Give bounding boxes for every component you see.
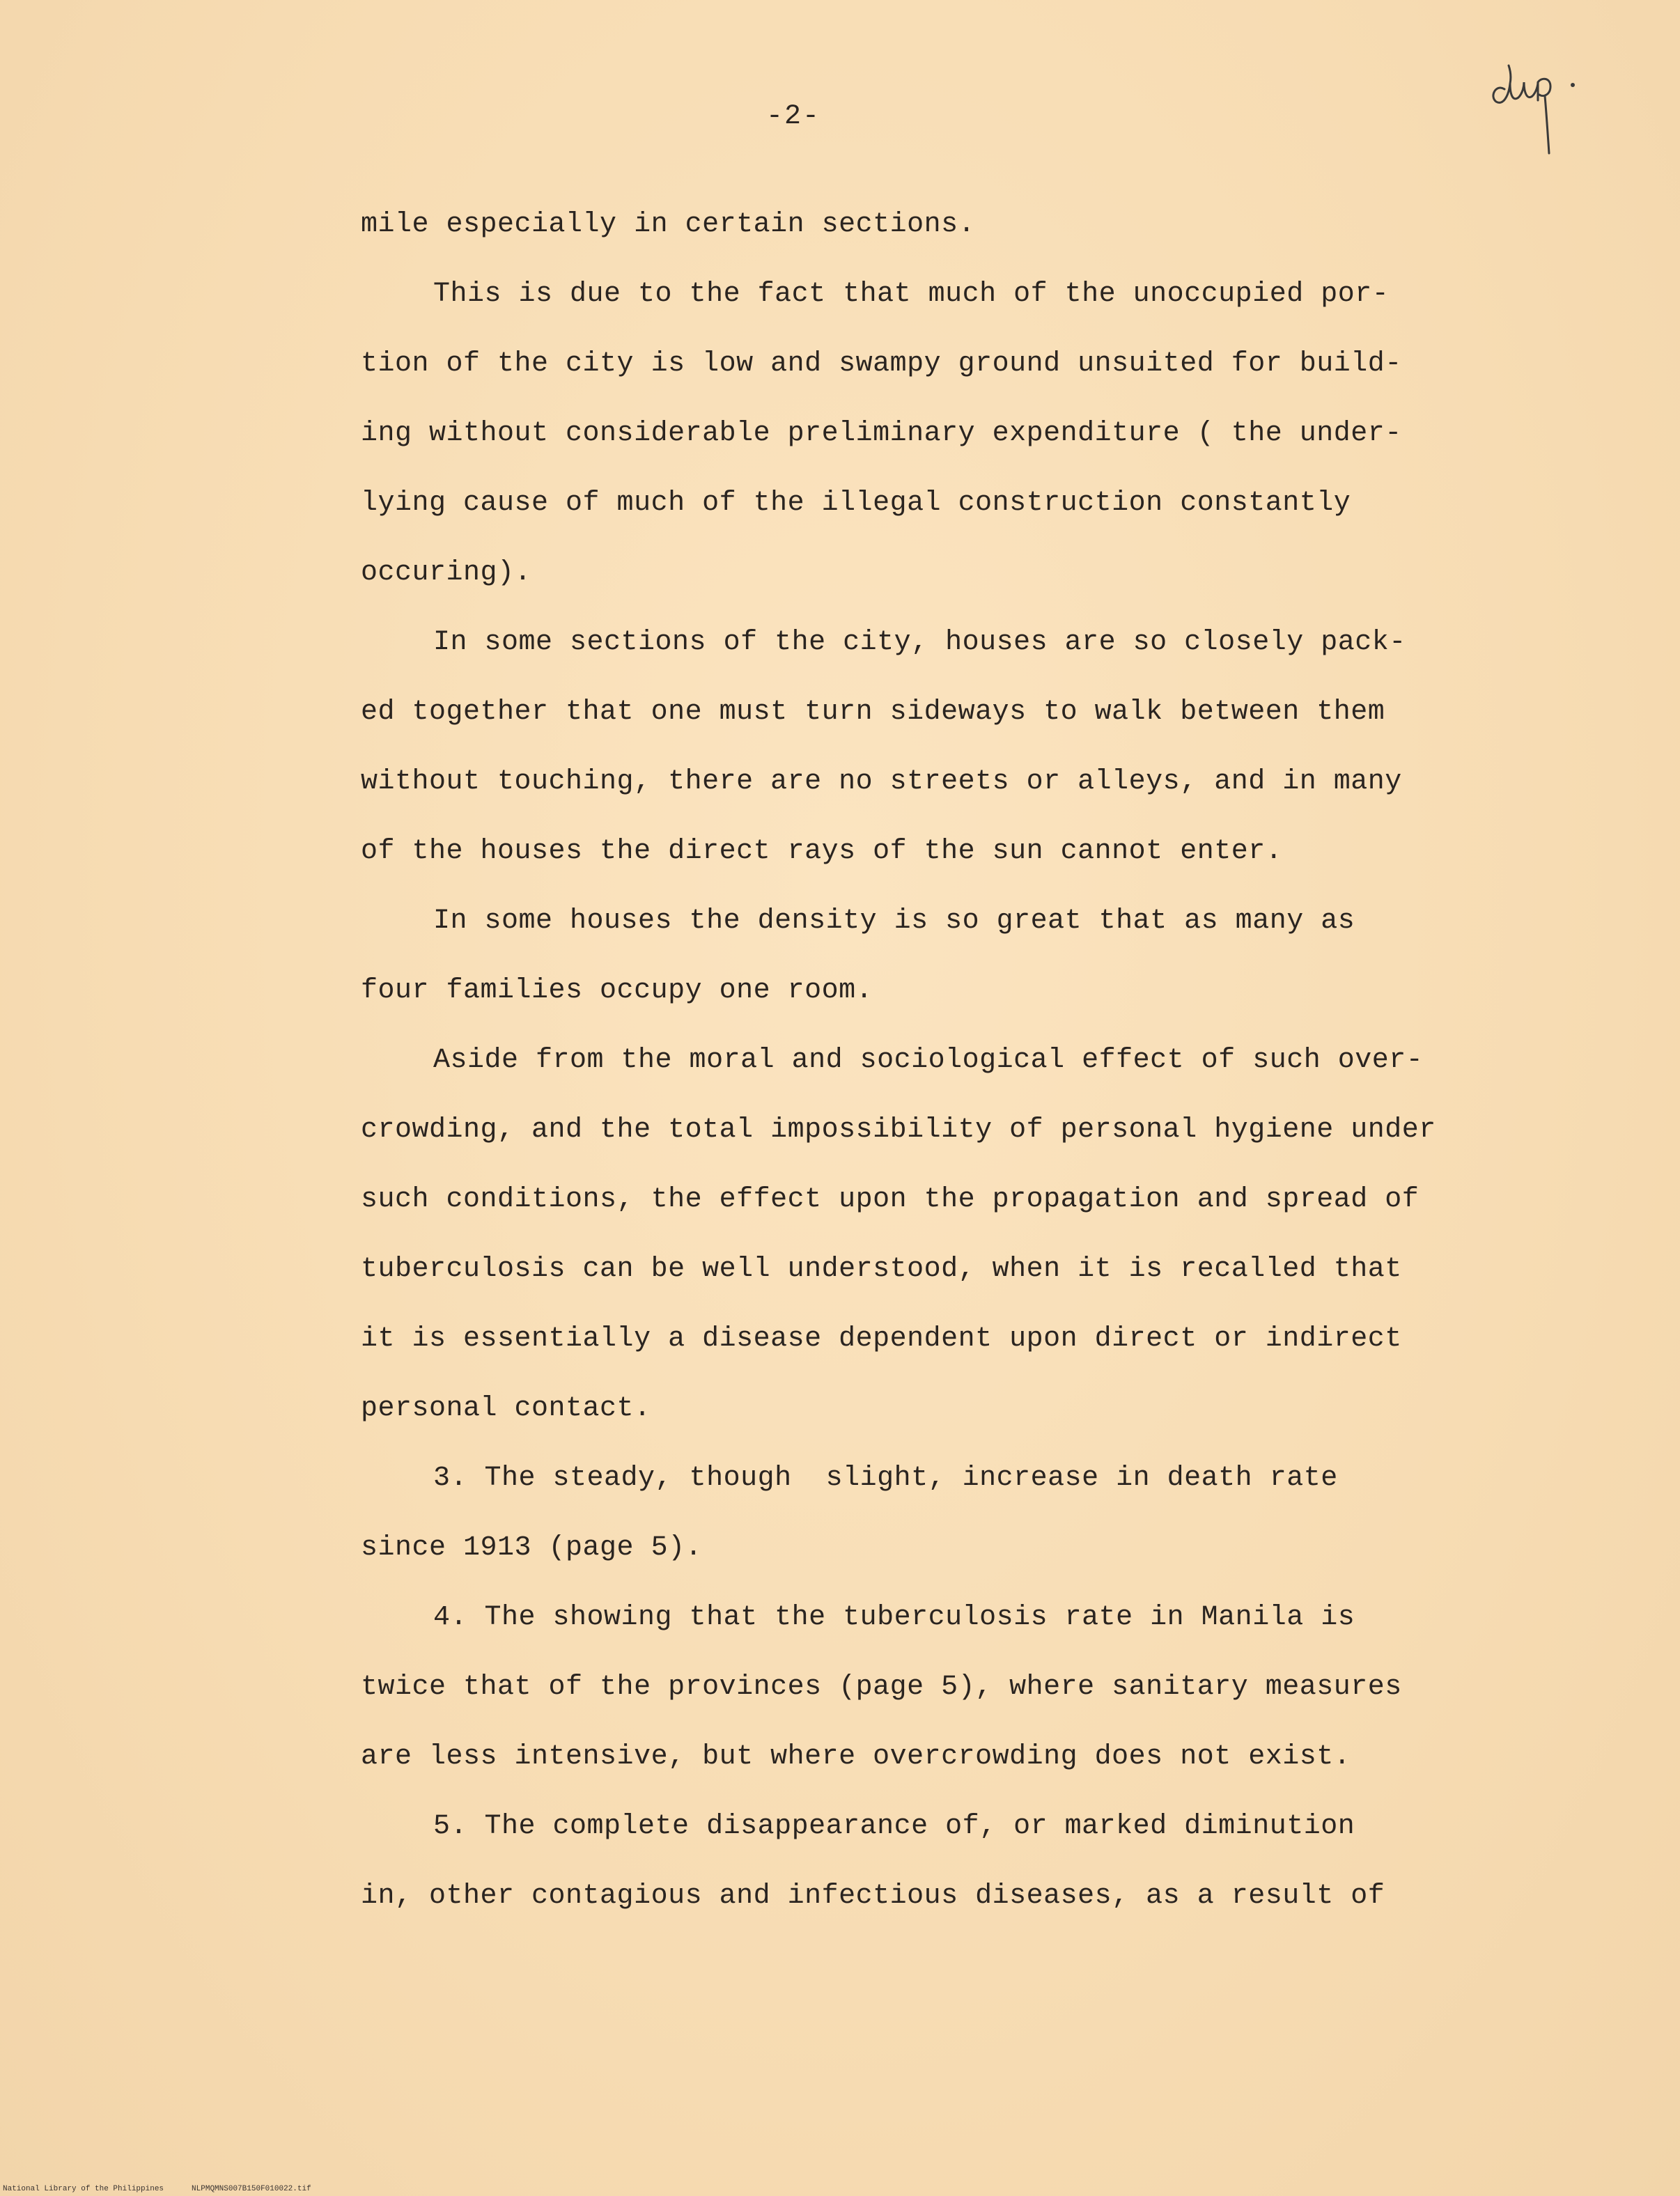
text-line: occuring).	[361, 557, 532, 589]
text-line: such conditions, the effect upon the propagation and spread of	[361, 1184, 1420, 1215]
text-line: twice that of the provinces (page 5), where sanitary measures	[361, 1672, 1402, 1703]
text-line: In some sections of the city, houses are so closely pack-	[433, 627, 1406, 658]
body-text	[361, 205, 1566, 1947]
text-line: lying cause of much of the illegal construction constantly	[361, 488, 1351, 519]
text-line: crowding, and the total impossibility of personal hygiene under	[361, 1114, 1436, 1146]
text-line: This is due to the fact that much of the unoccupied por-	[433, 279, 1390, 310]
text-line: 5. The complete disappearance of, or marked diminution	[433, 1811, 1355, 1842]
text-line: personal contact.	[361, 1393, 651, 1424]
text-line: of the houses the direct rays of the sun cannot enter.	[361, 836, 1283, 867]
page-number: -2-	[766, 101, 821, 132]
text-line: mile especially in certain sections.	[361, 209, 976, 240]
text-line: are less intensive, but where overcrowding does not exist.	[361, 1741, 1351, 1773]
text-line: Aside from the moral and sociological effect of such over-	[433, 1045, 1424, 1076]
text-line: in, other contagious and infectious diseases, as a result of	[361, 1880, 1385, 1912]
text-line: tuberculosis can be well understood, when it is recalled that	[361, 1254, 1402, 1285]
footer-library: National Library of the Philippines	[3, 2185, 164, 2193]
text-line: tion of the city is low and swampy ground unsuited for build-	[361, 348, 1402, 380]
text-line: 4. The showing that the tuberculosis rate in Manila is	[433, 1602, 1355, 1633]
scan-footer	[3, 2185, 339, 2193]
text-line: ed together that one must turn sideways to walk between them	[361, 696, 1385, 728]
text-line: since 1913 (page 5).	[361, 1532, 703, 1564]
text-line: ing without considerable preliminary expenditure ( the under-	[361, 418, 1402, 449]
handwritten-annotation	[1484, 56, 1609, 160]
text-line: 3. The steady, though slight, increase in death rate	[433, 1463, 1338, 1494]
text-line: four families occupy one room.	[361, 975, 873, 1006]
footer-filename: NLPMQMNS007B150F010022.tif	[192, 2185, 311, 2193]
text-line: In some houses the density is so great that as many as	[433, 905, 1355, 937]
text-line: without touching, there are no streets or alleys, and in many	[361, 766, 1402, 797]
text-line: it is essentially a disease dependent upon direct or indirect	[361, 1323, 1402, 1355]
